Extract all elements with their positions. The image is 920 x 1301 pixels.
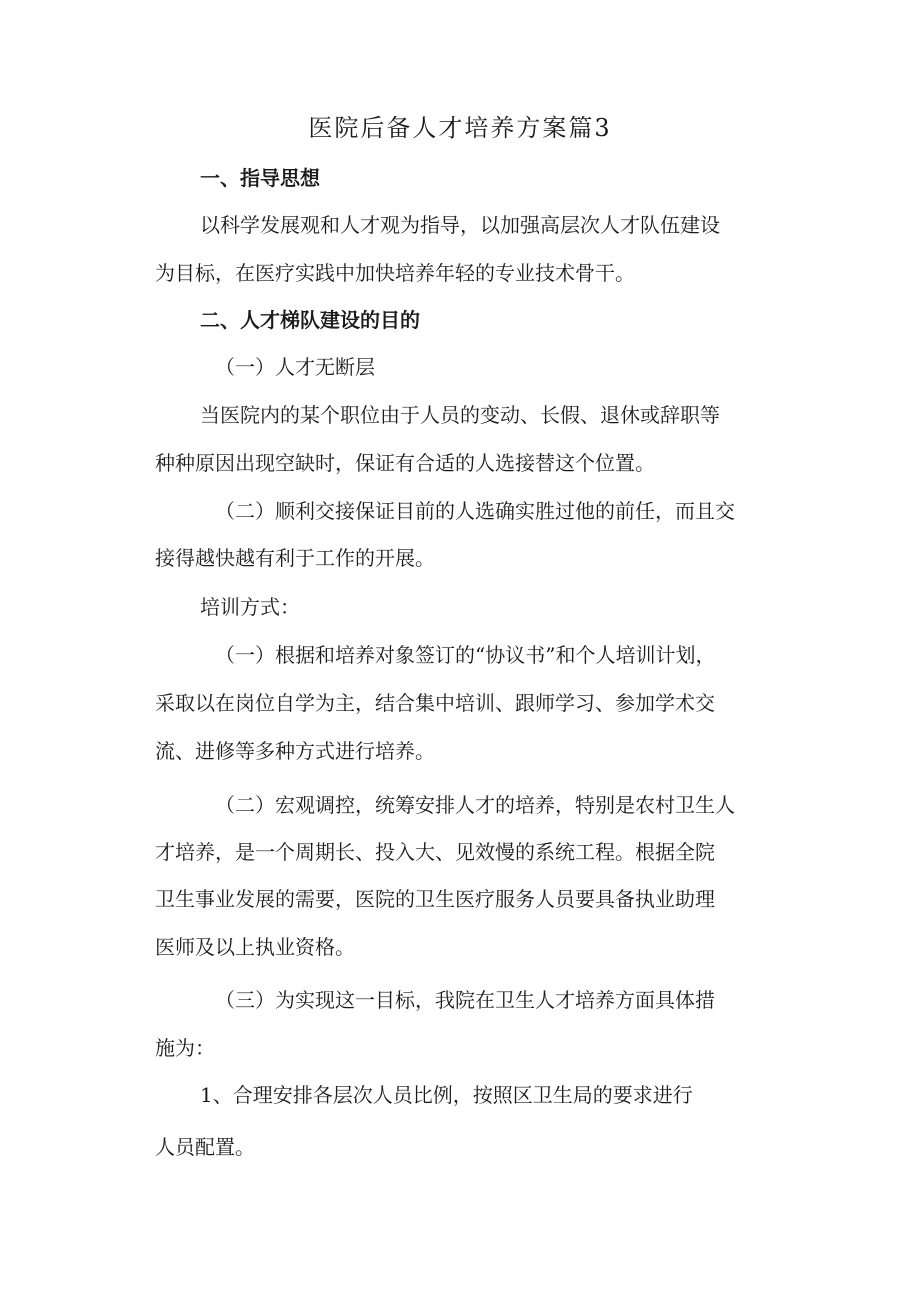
paragraph-line: 流、进修等多种方式进行培养。 xyxy=(155,739,435,763)
paragraph-line: 人员配置。 xyxy=(155,1135,255,1159)
paragraph-line: 接得越快越有利于工作的开展。 xyxy=(155,546,435,570)
paragraph-line: 1、合理安排各层次人员比例，按照区卫生局的要求进行 xyxy=(200,1083,693,1107)
paragraph-line: 以科学发展观和人才观为指导，以加强高层次人才队伍建设 xyxy=(200,213,720,237)
paragraph-line: 为目标，在医疗实践中加快培养年轻的专业技术骨干。 xyxy=(155,261,635,285)
paragraph-line: 当医院内的某个职位由于人员的变动、长假、退休或辞职等 xyxy=(200,403,720,427)
paragraph-line: （三）为实现这一目标，我院在卫生人才培养方面具体措 xyxy=(215,988,715,1012)
paragraph-line: 才培养，是一个周期长、投入大、见效慢的系统工程。根据全院 xyxy=(155,840,715,864)
paragraph-line: （二）顺利交接保证目前的人选确实胜过他的前任，而且交 xyxy=(215,499,735,523)
section-heading-talent-echelon: 二、人才梯队建设的目的 xyxy=(200,308,420,332)
subheading-line: （一）人才无断层 xyxy=(215,355,375,379)
paragraph-line: 施为： xyxy=(155,1036,215,1060)
paragraph-line: （一）根据和培养对象签订的“协议书”和个人培训计划， xyxy=(215,643,716,667)
page-title: 医院后备人才培养方案篇3 xyxy=(308,114,612,142)
paragraph-line: 种种原因出现空缺时，保证有合适的人选接替这个位置。 xyxy=(155,451,655,475)
paragraph-line: 卫生事业发展的需要，医院的卫生医疗服务人员要具备执业助理 xyxy=(155,887,715,911)
subheading-line: 培训方式： xyxy=(200,595,300,619)
paragraph-line: （二）宏观调控，统筹安排人才的培养，特别是农村卫生人 xyxy=(215,793,735,817)
section-heading-guiding-ideology: 一、指导思想 xyxy=(200,166,320,190)
paragraph-line: 采取以在岗位自学为主，结合集中培训、跟师学习、参加学术交 xyxy=(155,691,715,715)
paragraph-line: 医师及以上执业资格。 xyxy=(155,935,355,959)
